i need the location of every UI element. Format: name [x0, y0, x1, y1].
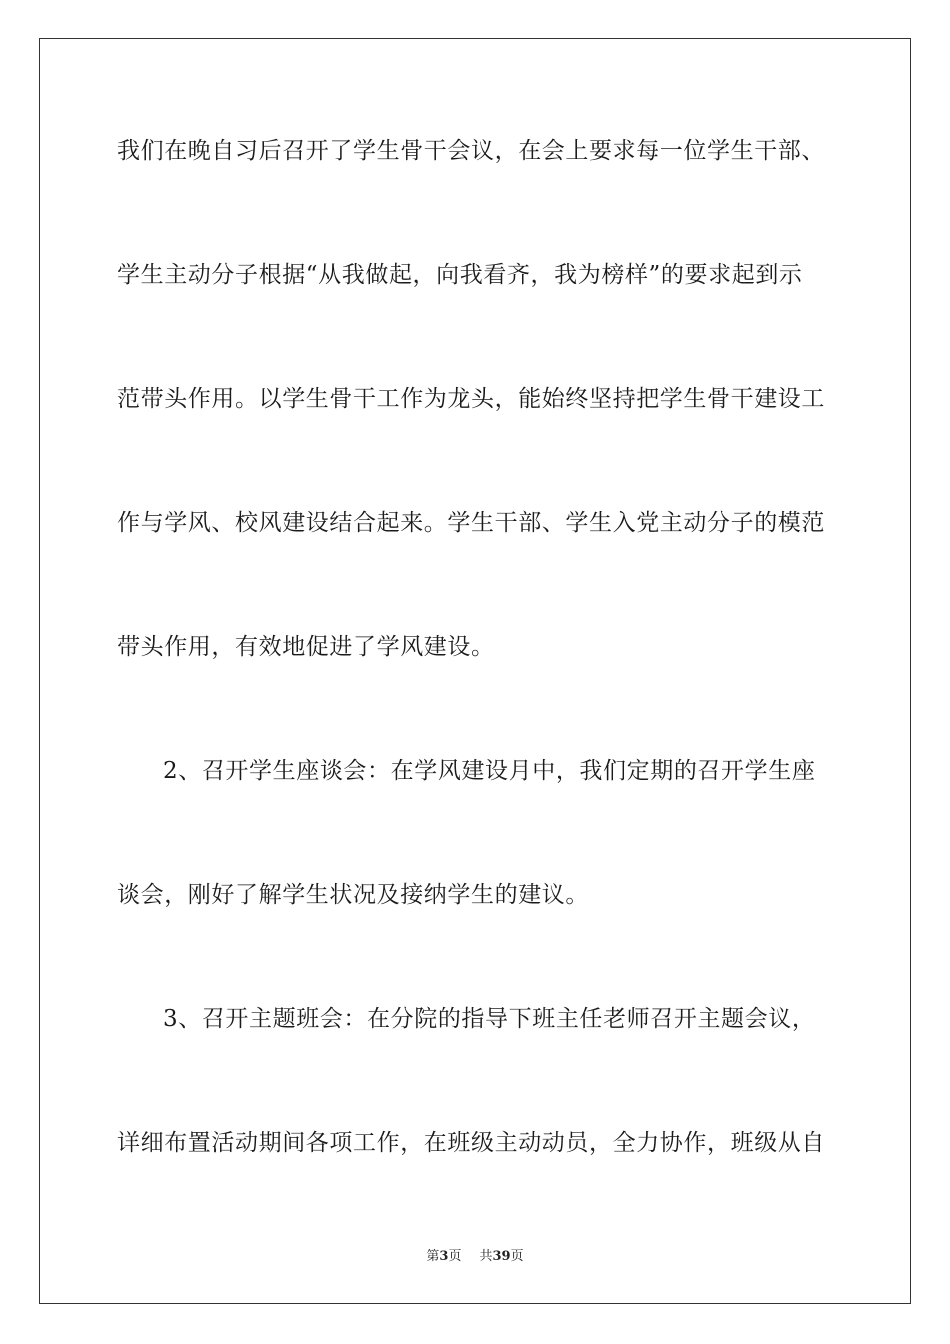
body-text-line-9: 详细布置活动期间各项工作，在班级主动动员，全力协作，班级从自 — [117, 1130, 825, 1156]
body-text-line-6: 2、召开学生座谈会：在学风建设月中，我们定期的召开学生座 — [163, 758, 816, 784]
body-text-line-2: 学生主动分子根据“从我做起，向我看齐，我为榜样”的要求起到示 — [117, 262, 803, 288]
page-suffix: 页 — [448, 1249, 462, 1264]
page-border — [39, 38, 911, 1304]
body-text-line-3: 范带头作用。以学生骨干工作为龙头，能始终坚持把学生骨干建设工 — [117, 386, 825, 412]
body-text-line-5: 带头作用，有效地促进了学风建设。 — [117, 634, 495, 660]
total-prefix: 共 — [479, 1249, 493, 1264]
page-prefix: 第 — [426, 1249, 440, 1264]
body-text-line-8: 3、召开主题班会：在分院的指导下班主任老师召开主题会议， — [163, 1006, 816, 1032]
total-pages: 39 — [492, 1249, 511, 1264]
total-suffix: 页 — [510, 1249, 524, 1264]
body-text-line-7: 谈会，刚好了解学生状况及接纳学生的建议。 — [117, 882, 589, 908]
page-number: 3 — [439, 1249, 449, 1264]
body-text-line-1: 我们在晚自习后召开了学生骨干会议，在会上要求每一位学生干部、 — [117, 138, 825, 164]
page-footer — [0, 1248, 950, 1266]
body-text-line-4: 作与学风、校风建设结合起来。学生干部、学生入党主动分子的模范 — [117, 510, 825, 536]
